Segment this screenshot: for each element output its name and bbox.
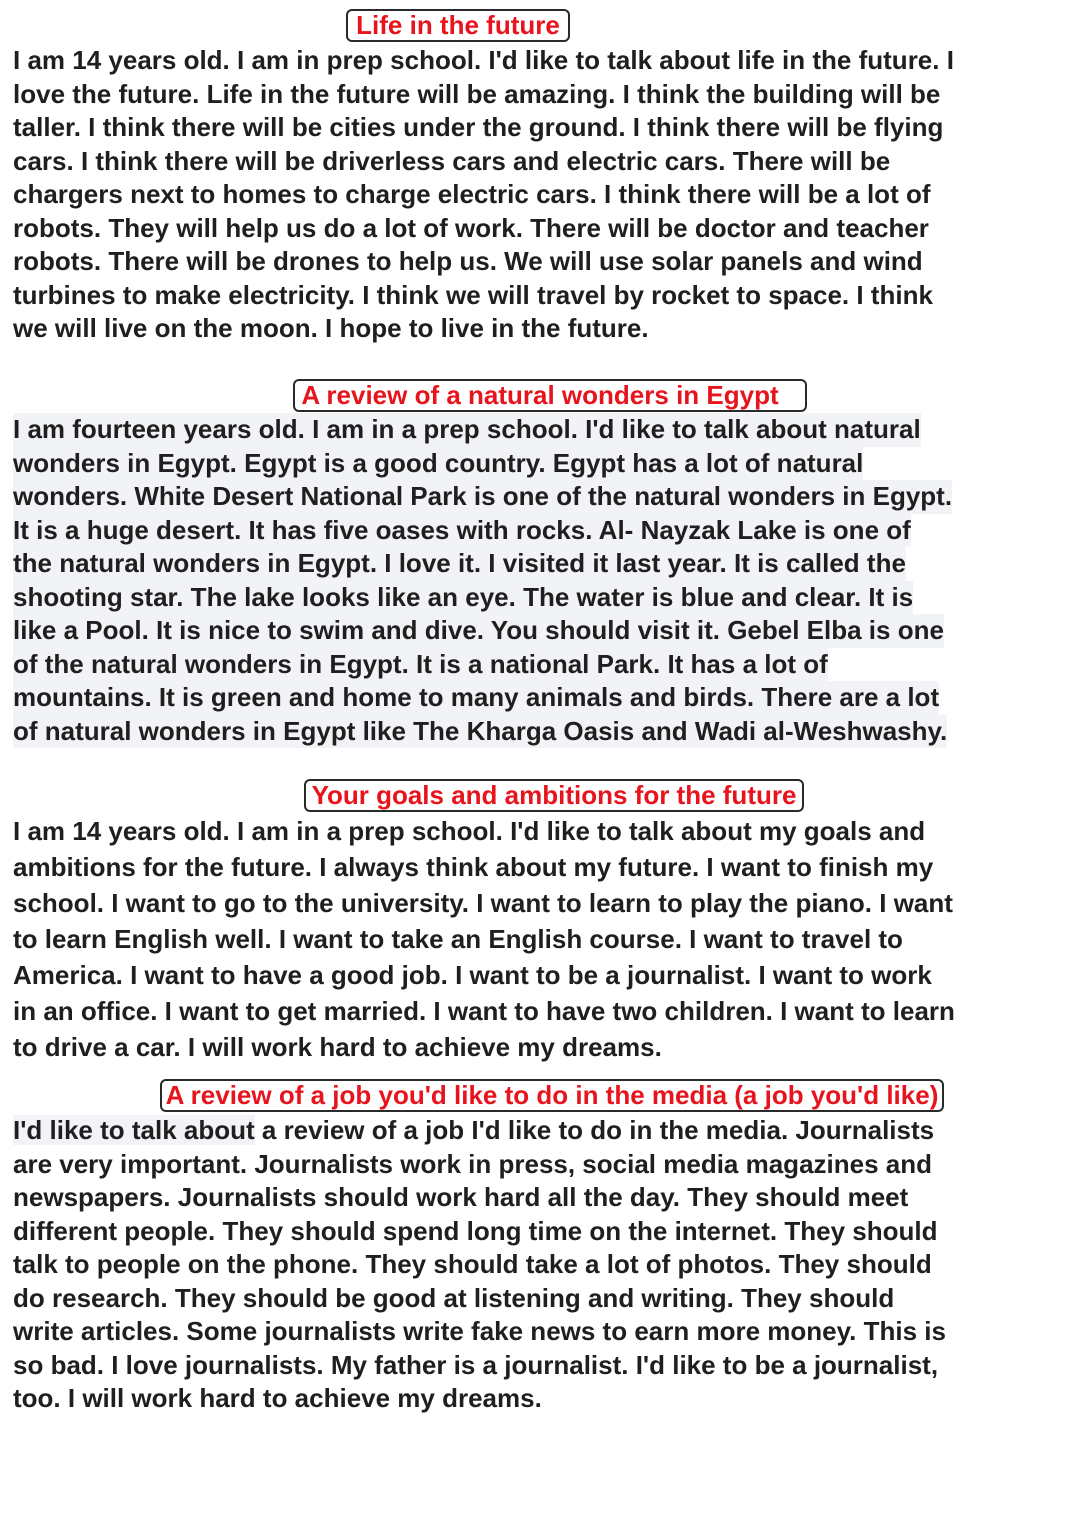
section-paragraph [13, 413, 1071, 748]
text-line: too. I will work hard to achieve my dreams. [13, 1383, 542, 1413]
text-line: love the future. Life in the future will be amazing. I think the building will be [13, 78, 941, 109]
text-line: we will live on the moon. I hope to live in the future. [13, 313, 649, 343]
text-line: of natural wonders in Egypt like The Kharga Oasis and Wadi al-Weshwashy. [13, 715, 947, 749]
section-title: A review of a natural wonders in Egypt [293, 379, 806, 412]
section-life-in-the-future [13, 9, 1071, 346]
text-line: ambitions for the future. I always think about my future. I want to finish my [13, 852, 934, 882]
text-line: different people. They should spend long time on the internet. They should [13, 1215, 938, 1246]
text-line: so bad. I love journalists. My father is a journalist. I'd like to be a journalist, [13, 1349, 939, 1380]
section-paragraph [13, 1114, 1071, 1416]
section-paragraph [13, 813, 1071, 1065]
text-line: chargers next to homes to charge electric cars. I think there will be a lot of [13, 179, 931, 209]
text-line: of the natural wonders in Egypt. It is a national Park. It has a lot of [13, 648, 828, 682]
section-title-wrap [0, 9, 1071, 42]
section-title-wrap [37, 779, 1071, 812]
highlighted-text: I'd like to talk about [13, 1115, 255, 1145]
section-job-in-the-media [13, 1079, 1071, 1416]
text-line: newspapers. Journalists should work hard all the day. They should meet [13, 1182, 909, 1212]
text-line: wonders. White Desert National Park is one of the natural wonders in Egypt. [13, 480, 952, 514]
section-title: Your goals and ambitions for the future [304, 779, 805, 812]
text-line: the natural wonders in Egypt. I love it. I visited it last year. It is called the [13, 547, 906, 581]
section-title-wrap [33, 1079, 1071, 1112]
section-paragraph [13, 44, 1071, 346]
text-line [13, 1114, 1071, 1148]
text-line: in an office. I want to get married. I want to have two children. I want to learn [13, 996, 955, 1026]
section-title: Life in the future [346, 9, 570, 42]
text-line: I am 14 years old. I am in prep school. I'd like to talk about life in the future. I [13, 45, 954, 75]
text-line: robots. There will be drones to help us. We will use solar panels and wind [13, 246, 923, 276]
section-goals-and-ambitions [13, 779, 1071, 1065]
section-title-wrap [29, 379, 1071, 412]
text-line: school. I want to go to the university. I want to learn to play the piano. I want [13, 888, 953, 918]
text-fragment: a review of a job I'd like to do in the media. Journalists [254, 1115, 935, 1145]
text-line: I am 14 years old. I am in a prep school. I'd like to talk about my goals and [13, 816, 926, 846]
text-line: are very important. Journalists work in press, social media magazines and [13, 1148, 933, 1179]
section-title: A review of a job you'd like to do in the media (a job you'd like) [160, 1079, 945, 1112]
text-line: mountains. It is green and home to many animals and birds. There are a lot [13, 681, 939, 715]
text-line: to learn English well. I want to take an English course. I want to travel to [13, 924, 903, 954]
text-line: do research. They should be good at listening and writing. They should [13, 1282, 895, 1313]
text-line: to drive a car. I will work hard to achieve my dreams. [13, 1032, 662, 1062]
text-line: like a Pool. It is nice to swim and dive. You should visit it. Gebel Elba is one [13, 614, 944, 648]
text-line: turbines to make electricity. I think we will travel by rocket to space. I think [13, 279, 933, 310]
text-line: cars. I think there will be driverless cars and electric cars. There will be [13, 145, 891, 176]
text-line: taller. I think there will be cities under the ground. I think there will be flying [13, 112, 944, 142]
text-line: robots. They will help us do a lot of work. There will be doctor and teacher [13, 212, 929, 243]
text-line: America. I want to have a good job. I want to be a journalist. I want to work [13, 960, 932, 990]
text-line: I am fourteen years old. I am in a prep school. I'd like to talk about natural [13, 413, 921, 447]
section-natural-wonders-egypt [13, 379, 1071, 748]
text-line: shooting star. The lake looks like an eye. The water is blue and clear. It is [13, 581, 913, 615]
text-line: write articles. Some journalists write fake news to earn more money. This is [13, 1316, 946, 1346]
text-line: talk to people on the phone. They should take a lot of photos. They should [13, 1249, 932, 1279]
text-line: It is a huge desert. It has five oases with rocks. Al- Nayzak Lake is one of [13, 514, 911, 548]
text-line: wonders in Egypt. Egypt is a good country. Egypt has a lot of natural [13, 447, 863, 481]
